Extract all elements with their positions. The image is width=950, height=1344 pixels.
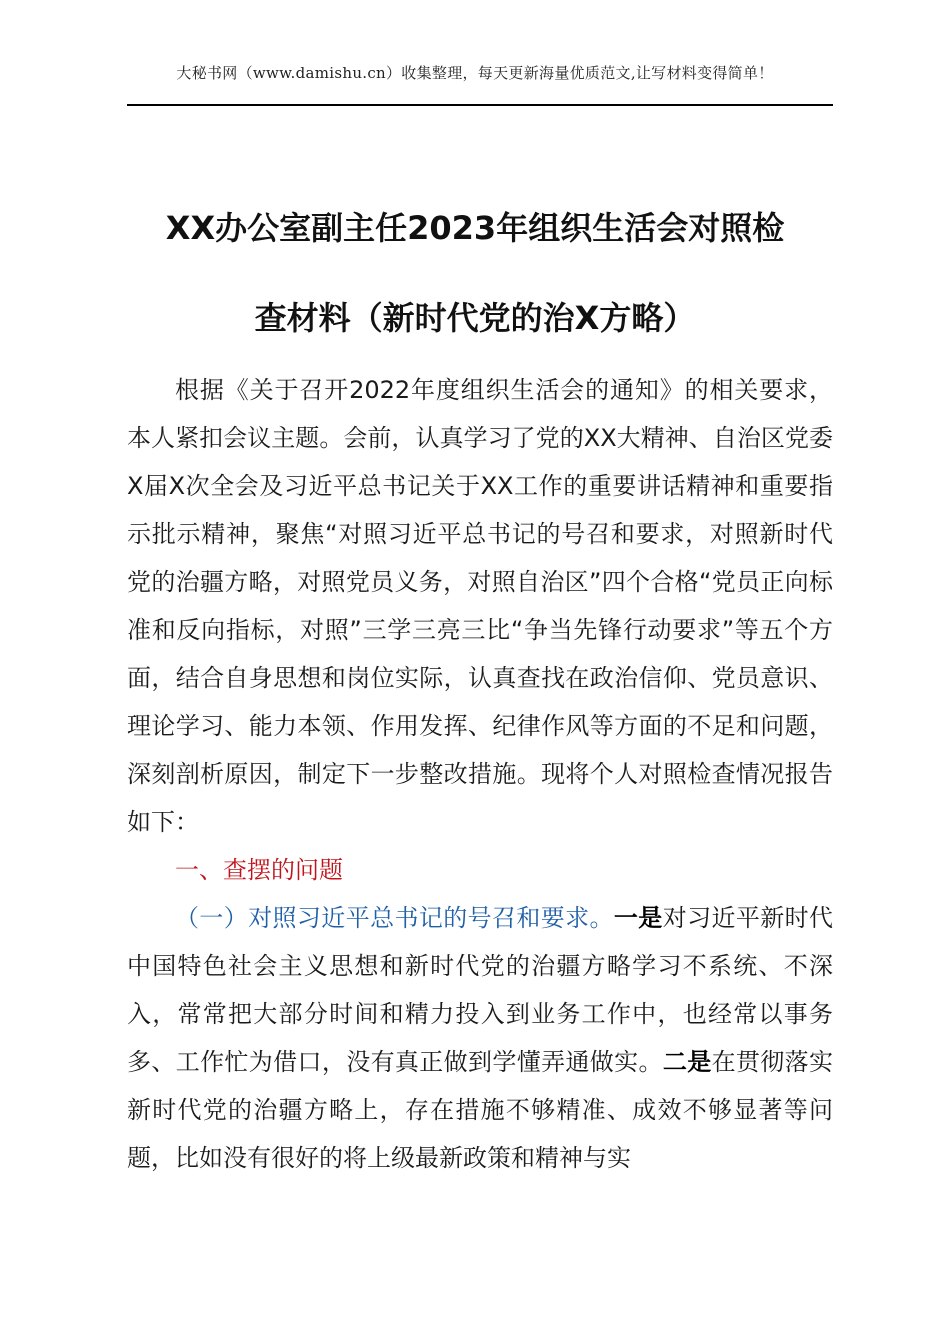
header-note: 大秘书网（www.damishu.cn）收集整理，每天更新海量优质范文,让写材料变得简单！ — [176, 64, 774, 82]
document-title-line1: XX办公室副主任2023年组织生活会对照检 — [165, 209, 785, 247]
section-heading-problems: 一、查摆的问题 — [175, 856, 343, 884]
subsection-text-1: 对习近平新时代中国特色社会主义思想和新时代党的治疆方略学习不系统、不深入，常常把大部分时间和精力投入到业务工作中，也经常以事务多、工作忙为借口，没有真正做到学懂弄通做实。 — [127, 904, 834, 1076]
intro-paragraph: 根据《关于召开2022年度组织生活会的通知》的相关要求，本人紧扣会议主题。会前，认真学习了党的XX大精神、自治区党委X届X次全会及习近平总书记关于XX工作的重要讲话精神和重要指示批示精神，聚焦“对照习近平总书记的号召和要求，对照新时代党的治疆方略，对照党员义务，对照自治区”四个合格“党员正向标准和反向指标，对照”三学三亮三比“争当先锋行动要求”等五个方面，结合自身思想和岗位实际，认真查找在政治信仰、党员意识、理论学习、能力本领、作用发挥、纪律作风等方面的不足和问题，深刻剖析原因，制定下一步整改措施。现将个人对照检查情况报告如下： — [127, 376, 833, 836]
lead-marker-second: 二是 — [662, 1048, 712, 1076]
document-body — [127, 366, 833, 1182]
subsection-paragraph-1 — [127, 894, 833, 1182]
lead-marker-first: 一是 — [613, 904, 663, 932]
subsection-text-2: 在贯彻落实新时代党的治疆方略上，存在措施不够精准、成效不够显著等问题，比如没有很好的将上级最新政策和精神与实 — [127, 1048, 834, 1172]
header-divider — [127, 104, 833, 106]
document-title-line2: 查材料（新时代党的治X方略） — [254, 299, 696, 337]
document-title — [110, 183, 840, 363]
subsection-heading-1: （一）对照习近平总书记的号召和要求。 — [175, 904, 614, 932]
